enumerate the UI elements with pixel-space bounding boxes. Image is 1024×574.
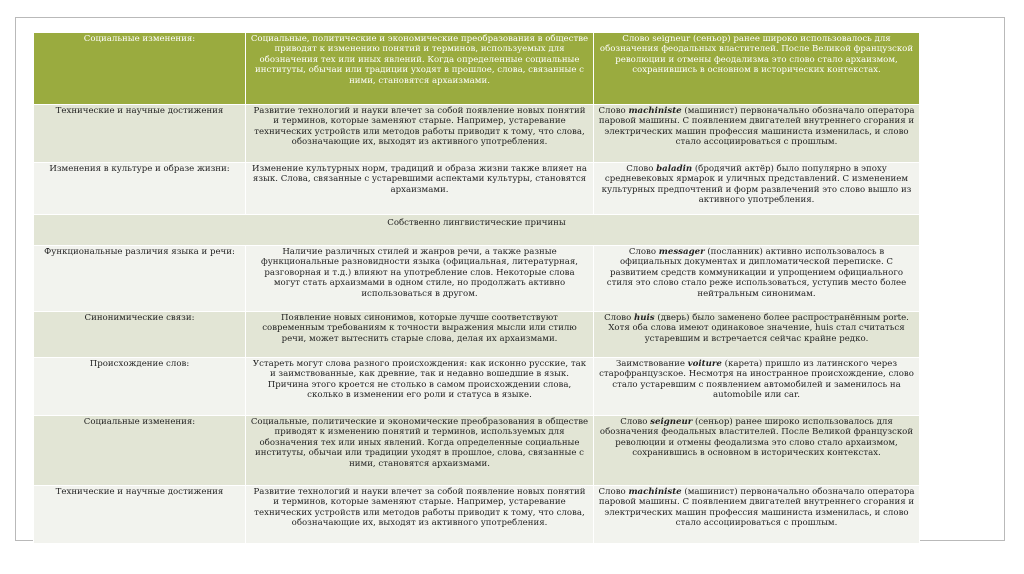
example-cell: Заимствование voiture (карета) пришло из латинского через старофранцузское. Несмотря на иностранное происхождение, слово стало устаревшим с появлением автомобилей и заменилось на automobile или car. (594, 358, 920, 416)
cause-cell: Функциональные различия языка и речи: (34, 246, 246, 312)
example-cell: Слово seigneur (сеньор) ранее широко использовалось для обозначения феодальных властителей. После Великой французской революции и отмены феодализма это слово стало архаизмом, сохранившись в основном в исторических контекстах. (594, 416, 920, 486)
description-cell: Социальные, политические и экономические преобразования в обществе приводят к изменению понятий и терминов, используемых для обозначения тех или иных явлений. Когда определенные социальные институты, обычаи или традиции уходят в прошлое, слова, связанные с ними, становятся архаизмами. (246, 416, 594, 486)
example-word: baladin (656, 164, 693, 174)
description-cell: Появление новых синонимов, которые лучше соответствуют современным требованиям к точности выражения мысли или стилю речи, может вытеснить старые слова, делая их архаизмами. (246, 312, 594, 358)
example-word: seigneur (650, 417, 693, 427)
cause-cell: Технические и научные достижения (34, 486, 246, 544)
table-row (34, 246, 920, 312)
header-description: Социальные, политические и экономические преобразования в обществе приводят к изменению понятий и терминов, используемых для обозначения тех или иных явлений. Когда определенные социальные институты, обычаи или традиции уходят в прошлое, слова, связанные с ними, становятся архаизмами. (246, 33, 594, 105)
cause-cell: Технические и научные достижения (34, 105, 246, 163)
header-cause: Социальные изменения: (34, 33, 246, 105)
example-cell: Слово messager (посланник) активно использовалось в официальных документах и дипломатической переписке. С развитием средств коммуникации и упрощением официального стиля это слово стало реже использоваться, уступив место более нейтральным синонимам. (594, 246, 920, 312)
description-cell: Изменение культурных норм, традиций и образа жизни также влияет на язык. Слова, связанные с устаревшими аспектами культуры, становятся архаизмами. (246, 163, 594, 215)
example-word: voiture (687, 359, 722, 369)
description-cell: Наличие различных стилей и жанров речи, а также разные функциональные разновидности языка (официальная, литературная, разговорная и т.д.) влияют на употребление слов. Некоторые слова могут стать архаизмами в одном стиле, но продолжать активно использоваться в другом. (246, 246, 594, 312)
cause-cell: Синонимические связи: (34, 312, 246, 358)
table-row (34, 312, 920, 358)
table-row (34, 105, 920, 163)
cause-cell: Социальные изменения: (34, 416, 246, 486)
table-row (34, 416, 920, 486)
description-cell: Развитие технологий и науки влечет за собой появление новых понятий и терминов, которые заменяют старые. Например, устаревание технических устройств или методов работы приводит к тому, что слова, обозначающие их, выходят из активного употребления. (246, 105, 594, 163)
example-word: messager (658, 247, 705, 257)
example-cell: Слово machiniste (машинист) первоначально обозначало оператора паровой машины. С появлением двигателей внутреннего сгорания и электрических машин профессия машиниста изменилась, и слово стало ассоциироваться с прошлым. (594, 486, 920, 544)
table-row (34, 486, 920, 544)
example-word: huis (634, 313, 655, 323)
example-cell: Слово machiniste (машинист) первоначально обозначало оператора паровой машины. С появлением двигателей внутреннего сгорания и электрических машин профессия машиниста изменилась, и слово стало ассоциироваться с прошлым. (594, 105, 920, 163)
table-row (34, 163, 920, 215)
table-row (34, 358, 920, 416)
header-row (34, 33, 920, 105)
description-cell: Устареть могут слова разного происхождения: как исконно русские, так и заимствованные, как древние, так и недавно вошедшие в язык. Причина этого кроется не столько в самом происхождении слова, сколько в изменении его роли и статуса в языке. (246, 358, 594, 416)
archaisms-table (33, 32, 920, 544)
cause-cell: Происхождение слов: (34, 358, 246, 416)
section-title: Собственно лингвистические причины (34, 215, 920, 246)
description-cell: Развитие технологий и науки влечет за собой появление новых понятий и терминов, которые заменяют старые. Например, устаревание технических устройств или методов работы приводит к тому, что слова, обозначающие их, выходят из активного употребления. (246, 486, 594, 544)
example-cell: Слово huis (дверь) было заменено более распространённым porte. Хотя оба слова имеют одинаковое значение, huis стал считаться устаревшим и встречается сейчас крайне редко. (594, 312, 920, 358)
example-word: machiniste (628, 487, 682, 497)
header-example: Слово seigneur (сеньор) ранее широко использовалось для обозначения феодальных властителей. После Великой французской революции и отмены феодализма это слово стало архаизмом, сохранившись в основном в исторических контекстах. (594, 33, 920, 105)
cause-cell: Изменения в культуре и образе жизни: (34, 163, 246, 215)
section-row (34, 215, 920, 246)
example-cell: Слово baladin (бродячий актёр) было популярно в эпоху средневековых ярмарок и уличных представлений. С изменением культурных предпочтений и форм развлечений это слово вышло из активного употребления. (594, 163, 920, 215)
example-word: machiniste (628, 106, 682, 116)
